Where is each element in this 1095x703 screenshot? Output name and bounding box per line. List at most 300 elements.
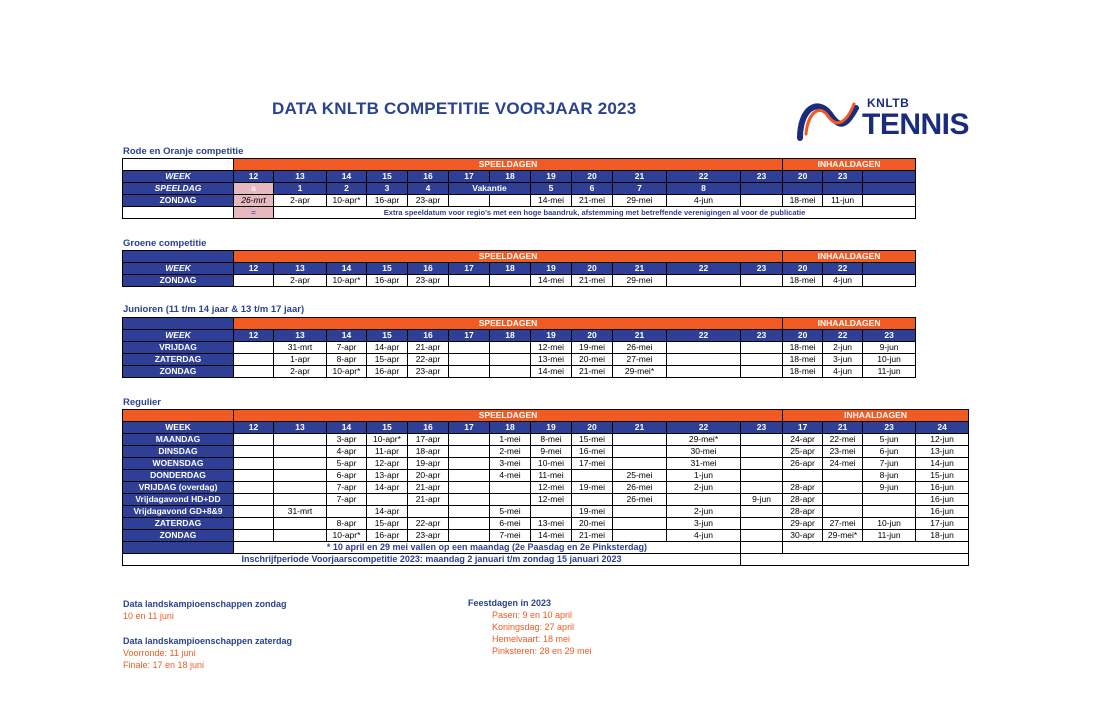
feestdag-item: Pasen: 9 en 10 april <box>492 610 573 620</box>
zondag-label: ZONDAG <box>123 195 234 207</box>
date-cell: 29-mei <box>613 275 667 287</box>
date-cell: 22-apr <box>408 518 449 530</box>
table-row <box>123 506 969 518</box>
date-cell <box>572 494 613 506</box>
week-cell: 15 <box>367 330 408 342</box>
date-cell <box>327 506 367 518</box>
inh-week-cell <box>863 171 916 183</box>
inh-week-cell: 22 <box>823 330 863 342</box>
speeldag-cell: 5 <box>531 183 572 195</box>
date-cell <box>234 494 274 506</box>
inh-date-cell: 18-mei <box>783 275 823 287</box>
date-cell: 7-apr <box>327 494 367 506</box>
date-cell <box>572 470 613 482</box>
date-cell: 8-apr <box>327 354 367 366</box>
week-label: WEEK <box>123 263 234 275</box>
date-cell <box>234 434 274 446</box>
date-cell: 12-mei <box>531 494 572 506</box>
date-cell: 17-apr <box>408 434 449 446</box>
inhaaldagen-header: INHAALDAGEN <box>783 410 969 422</box>
row-label: ZATERDAG <box>123 354 234 366</box>
inhaaldagen-header: INHAALDAGEN <box>783 159 916 171</box>
date-cell <box>741 506 783 518</box>
row-label: ZONDAG <box>123 366 234 378</box>
week-cell: 17 <box>449 330 490 342</box>
date-cell: 16-apr <box>367 366 408 378</box>
inh-date-cell: 17-jun <box>916 518 969 530</box>
week-label: WEEK <box>123 422 234 434</box>
date-cell <box>449 518 490 530</box>
date-cell: 23-apr <box>408 195 449 207</box>
table-row <box>123 470 969 482</box>
week-cell: 20 <box>572 171 613 183</box>
speeldag-cell: 1 <box>274 183 327 195</box>
table-row <box>123 482 969 494</box>
table-row <box>123 494 969 506</box>
week-cell: 16 <box>408 171 449 183</box>
week-cell: 18 <box>490 330 531 342</box>
week-cell: 12 <box>234 330 274 342</box>
row-label: VRIJDAG <box>123 342 234 354</box>
week-cell: 12 <box>234 422 274 434</box>
feestdagen-block <box>468 597 592 657</box>
inh-date-cell <box>823 482 863 494</box>
date-cell: 6-apr <box>327 470 367 482</box>
week-cell: 16 <box>408 263 449 275</box>
inh-date-cell: 24-apr <box>783 434 823 446</box>
date-cell: 12-mei <box>531 482 572 494</box>
table-row <box>123 530 969 542</box>
lk-zondag-title: Data landskampioenschappen zondag <box>123 599 287 609</box>
week-cell: 19 <box>531 330 572 342</box>
week-cell: 23 <box>741 171 783 183</box>
legend-symbol: = <box>234 207 274 219</box>
inh-date-cell <box>823 494 863 506</box>
week-cell: 15 <box>367 171 408 183</box>
date-cell: 10-apr* <box>327 275 367 287</box>
date-cell <box>490 342 531 354</box>
week-cell: 23 <box>741 263 783 275</box>
week-cell: 20 <box>572 330 613 342</box>
inh-date-cell: 7-jun <box>863 458 916 470</box>
date-cell <box>531 506 572 518</box>
date-cell: 14-apr <box>367 482 408 494</box>
date-cell <box>449 530 490 542</box>
inh-date-cell: 28-apr <box>783 482 823 494</box>
date-cell <box>449 482 490 494</box>
date-cell <box>449 458 490 470</box>
date-cell <box>741 342 783 354</box>
inh-date-cell: 28-apr <box>783 494 823 506</box>
inh-date-cell: 5-jun <box>863 434 916 446</box>
week-cell: 21 <box>613 422 667 434</box>
feestdagen-title: Feestdagen in 2023 <box>468 598 552 608</box>
date-cell: 3-mei <box>490 458 531 470</box>
date-cell <box>449 342 490 354</box>
inh-week-cell <box>863 263 916 275</box>
week-label: WEEK <box>123 171 234 183</box>
date-cell <box>449 446 490 458</box>
date-cell <box>234 446 274 458</box>
date-cell <box>741 518 783 530</box>
week-cell: 19 <box>531 171 572 183</box>
table-row <box>123 354 916 366</box>
inhaaldagen-header: INHAALDAGEN <box>783 318 916 330</box>
speeldag-cell: 8 <box>667 183 741 195</box>
row-label: ZONDAG <box>123 530 234 542</box>
week-cell: 18 <box>490 422 531 434</box>
date-cell <box>667 366 741 378</box>
date-cell: 7-mei <box>490 530 531 542</box>
date-cell: 2-apr <box>274 195 327 207</box>
groene-table <box>122 250 916 287</box>
inh-date-cell: 16-jun <box>916 482 969 494</box>
speeldag-cell: 6 <box>572 183 613 195</box>
row-label: DINSDAG <box>123 446 234 458</box>
week-cell: 18 <box>490 263 531 275</box>
date-cell: 2-jun <box>667 506 741 518</box>
date-cell: 9-jun <box>741 494 783 506</box>
table-row <box>123 366 916 378</box>
date-cell: 12-apr <box>367 458 408 470</box>
week-cell: 20 <box>572 422 613 434</box>
date-cell <box>449 434 490 446</box>
inh-date-cell: 9-jun <box>863 342 916 354</box>
inh-date-cell: 14-jun <box>916 458 969 470</box>
date-cell: 21-mei <box>572 275 613 287</box>
date-cell: 25-mei <box>613 470 667 482</box>
date-cell <box>667 342 741 354</box>
inh-date-cell: 11-jun <box>863 530 916 542</box>
date-cell: 2-apr <box>274 366 327 378</box>
date-cell <box>234 354 274 366</box>
date-cell <box>234 342 274 354</box>
inh-week-cell: 23 <box>863 330 916 342</box>
speeldag-label: SPEELDAG <box>123 183 234 195</box>
date-cell: 6-mei <box>490 518 531 530</box>
table-row <box>123 434 969 446</box>
inh-date-cell <box>863 494 916 506</box>
date-cell <box>613 446 667 458</box>
date-cell: 8-apr <box>327 518 367 530</box>
inh-date-cell: 27-mei <box>823 518 863 530</box>
date-cell <box>613 434 667 446</box>
date-cell <box>234 458 274 470</box>
date-cell: 19-mei <box>572 342 613 354</box>
date-cell <box>613 530 667 542</box>
logo-swoosh-icon <box>796 94 862 146</box>
week-cell: 21 <box>613 330 667 342</box>
date-cell: 16-apr <box>367 275 408 287</box>
row-label: WOENSDAG <box>123 458 234 470</box>
junioren-rows <box>123 342 916 378</box>
date-cell <box>490 195 531 207</box>
date-cell: 20-apr <box>408 470 449 482</box>
logo-tennis-text: TENNIS <box>862 108 970 141</box>
week-cell: 12 <box>234 171 274 183</box>
date-cell <box>234 470 274 482</box>
date-cell <box>449 195 490 207</box>
date-cell: 13-mei <box>531 354 572 366</box>
speeldagen-header: SPEELDAGEN <box>234 410 783 422</box>
date-cell <box>449 470 490 482</box>
lk-voorronde: Voorronde: 11 juni <box>123 648 196 658</box>
row-label: DONDERDAG <box>123 470 234 482</box>
row-label: Vrijdagavond HD+DD <box>123 494 234 506</box>
week-cell: 21 <box>613 171 667 183</box>
week-cell: 14 <box>327 422 367 434</box>
date-cell: 23-apr <box>408 366 449 378</box>
date-cell: 13-apr <box>367 470 408 482</box>
inh-date-cell: 23-mei <box>823 446 863 458</box>
date-cell: 21-apr <box>408 482 449 494</box>
inh-date-cell: 3-jun <box>823 354 863 366</box>
date-cell <box>234 506 274 518</box>
section-title-regulier: Regulier <box>123 397 162 408</box>
date-cell <box>667 494 741 506</box>
week-cell: 16 <box>408 330 449 342</box>
inh-week-cell: 24 <box>916 422 969 434</box>
date-cell: 10-apr* <box>327 366 367 378</box>
inh-date-cell: 18-mei <box>783 366 823 378</box>
date-cell <box>741 275 783 287</box>
week-cell: 22 <box>667 263 741 275</box>
logo-knltb-text: KNLTB <box>867 96 910 110</box>
date-cell <box>490 482 531 494</box>
date-cell: 8-mei <box>531 434 572 446</box>
date-cell: 2-mei <box>490 446 531 458</box>
speeldag-cell: a <box>234 183 274 195</box>
date-cell <box>367 494 408 506</box>
date-cell: 5-mei <box>490 506 531 518</box>
zondag-label: ZONDAG <box>123 275 234 287</box>
speeldag-cell: 2 <box>327 183 367 195</box>
inh-week-cell: 20 <box>783 263 823 275</box>
inh-date-cell <box>863 275 916 287</box>
date-cell <box>490 354 531 366</box>
speeldag-cell: 4 <box>408 183 449 195</box>
date-cell: 26-mei <box>613 342 667 354</box>
week-cell: 14 <box>327 263 367 275</box>
date-cell: 26-mei <box>613 494 667 506</box>
rode-table <box>122 158 916 219</box>
date-cell <box>741 354 783 366</box>
date-cell: 15-mei <box>572 434 613 446</box>
week-cell: 23 <box>741 330 783 342</box>
date-cell <box>741 434 783 446</box>
week-cell: 13 <box>274 171 327 183</box>
section-title-groene: Groene competitie <box>123 238 207 249</box>
date-cell: 23-apr <box>408 275 449 287</box>
date-cell: 14-apr <box>367 506 408 518</box>
knltb-tennis-logo <box>796 94 970 146</box>
inh-date-cell <box>783 470 823 482</box>
week-cell: 14 <box>327 171 367 183</box>
date-cell <box>234 366 274 378</box>
date-cell: 11-mei <box>531 470 572 482</box>
date-cell <box>408 506 449 518</box>
date-cell: 16-apr <box>367 530 408 542</box>
date-cell: 27-mei <box>613 354 667 366</box>
date-cell: 26-mrt <box>234 195 274 207</box>
inh-date-cell: 30-apr <box>783 530 823 542</box>
inh-week-cell: 20 <box>783 330 823 342</box>
lk-zaterdag-title: Data landskampioenschappen zaterdag <box>123 636 293 646</box>
inh-date-cell: 18-mei <box>783 354 823 366</box>
date-cell: 9-mei <box>531 446 572 458</box>
date-cell: 4-mei <box>490 470 531 482</box>
date-cell: 10-mei <box>531 458 572 470</box>
date-cell <box>274 458 327 470</box>
date-cell: 30-mei <box>667 446 741 458</box>
date-cell: 21-apr <box>408 342 449 354</box>
date-cell <box>741 530 783 542</box>
inh-date-cell <box>823 506 863 518</box>
date-cell: 4-apr <box>327 446 367 458</box>
date-cell <box>274 494 327 506</box>
speeldag-cell: 3 <box>367 183 408 195</box>
date-cell: 10-apr* <box>327 530 367 542</box>
week-cell: 21 <box>613 263 667 275</box>
feestdag-item: Pinksteren: 28 en 29 mei <box>492 646 592 656</box>
inh-date-cell <box>823 470 863 482</box>
section-title-junioren: Junioren (11 t/m 14 jaar & 13 t/m 17 jaar) <box>123 304 305 315</box>
inh-date-cell: 8-jun <box>863 470 916 482</box>
junioren-table <box>122 317 916 378</box>
feestdag-item: Koningsdag: 27 april <box>492 622 575 632</box>
table-row <box>123 446 969 458</box>
date-cell <box>449 506 490 518</box>
inh-date-cell: 11-jun <box>863 366 916 378</box>
week-cell: 22 <box>667 422 741 434</box>
date-cell <box>274 530 327 542</box>
inh-week-cell: 21 <box>823 422 863 434</box>
date-cell <box>490 366 531 378</box>
date-cell: 31-mei <box>667 458 741 470</box>
date-cell <box>667 354 741 366</box>
week-cell: 19 <box>531 263 572 275</box>
inh-date-cell: 10-jun <box>863 518 916 530</box>
table-row <box>123 518 969 530</box>
week-cell: 13 <box>274 263 327 275</box>
inh-date-cell: 4-jun <box>823 275 863 287</box>
week-cell: 13 <box>274 422 327 434</box>
date-cell <box>667 275 741 287</box>
inh-date-cell: 4-jun <box>823 366 863 378</box>
regulier-table <box>122 409 969 566</box>
row-label: VRIJDAG (overdag) <box>123 482 234 494</box>
inh-week-cell: 20 <box>783 171 823 183</box>
date-cell: 1-mei <box>490 434 531 446</box>
inh-date-cell: 18-mei <box>783 342 823 354</box>
date-cell: 5-apr <box>327 458 367 470</box>
date-cell <box>274 470 327 482</box>
date-cell: 7-apr <box>327 482 367 494</box>
date-cell: 22-apr <box>408 354 449 366</box>
inh-date-cell: 16-jun <box>916 506 969 518</box>
date-cell: 1-apr <box>274 354 327 366</box>
table-row <box>123 458 969 470</box>
date-cell: 14-mei <box>531 195 572 207</box>
inh-date-cell: 24-mei <box>823 458 863 470</box>
date-cell <box>741 195 783 207</box>
speeldagen-header: SPEELDAGEN <box>234 251 783 263</box>
week-cell: 15 <box>367 422 408 434</box>
date-cell: 4-jun <box>667 195 741 207</box>
date-cell <box>449 354 490 366</box>
inh-week-cell: 17 <box>783 422 823 434</box>
week-cell: 15 <box>367 263 408 275</box>
week-cell: 16 <box>408 422 449 434</box>
date-cell: 10-apr* <box>327 195 367 207</box>
date-cell: 4-jun <box>667 530 741 542</box>
date-cell: 14-mei <box>531 366 572 378</box>
date-cell: 2-jun <box>667 482 741 494</box>
date-cell: 29-mei* <box>613 366 667 378</box>
inh-week-cell: 23 <box>823 171 863 183</box>
inh-date-cell: 18-mei <box>783 195 823 207</box>
date-cell: 1-jun <box>667 470 741 482</box>
date-cell <box>274 434 327 446</box>
week-cell: 17 <box>449 171 490 183</box>
date-cell <box>741 458 783 470</box>
inh-date-cell: 18-jun <box>916 530 969 542</box>
inh-date-cell: 12-jun <box>916 434 969 446</box>
date-cell <box>449 275 490 287</box>
inh-date-cell: 26-apr <box>783 458 823 470</box>
week-cell: 20 <box>572 263 613 275</box>
date-cell: 31-mrt <box>274 506 327 518</box>
date-cell: 21-apr <box>408 494 449 506</box>
week-cell: 19 <box>531 422 572 434</box>
inh-date-cell: 15-jun <box>916 470 969 482</box>
row-label: MAANDAG <box>123 434 234 446</box>
date-cell: 12-mei <box>531 342 572 354</box>
inh-date-cell: 10-jun <box>863 354 916 366</box>
date-cell: 20-mei <box>572 354 613 366</box>
date-cell: 21-mei <box>572 195 613 207</box>
inh-date-cell <box>863 506 916 518</box>
date-cell: 16-mei <box>572 446 613 458</box>
date-cell: 14-mei <box>531 530 572 542</box>
date-cell <box>490 275 531 287</box>
table-row <box>123 342 916 354</box>
feestdag-item: Hemelvaart: 18 mei <box>492 634 571 644</box>
week-label: WEEK <box>123 330 234 342</box>
date-cell: 2-apr <box>274 275 327 287</box>
date-cell <box>274 518 327 530</box>
inh-date-cell <box>863 195 916 207</box>
date-cell <box>234 518 274 530</box>
date-cell: 31-mrt <box>274 342 327 354</box>
week-cell: 22 <box>667 171 741 183</box>
date-cell <box>741 482 783 494</box>
date-cell: 19-mei <box>572 506 613 518</box>
date-cell: 11-apr <box>367 446 408 458</box>
footnote: * 10 april en 29 mei vallen op een maandag (2e Paasdag en 2e Pinksterdag) <box>234 542 741 554</box>
date-cell: 21-mei <box>572 366 613 378</box>
date-cell <box>449 366 490 378</box>
inschrijfperiode: Inschrijfperiode Voorjaarscompetitie 2023: maandag 2 januari t/m zondag 15 januari 2023 <box>123 554 741 566</box>
date-cell: 3-apr <box>327 434 367 446</box>
date-cell <box>741 446 783 458</box>
date-cell: 16-apr <box>367 195 408 207</box>
week-cell: 22 <box>667 330 741 342</box>
speeldagen-header: SPEELDAGEN <box>234 159 783 171</box>
date-cell: 17-mei <box>572 458 613 470</box>
date-cell: 21-mei <box>572 530 613 542</box>
week-cell: 13 <box>274 330 327 342</box>
